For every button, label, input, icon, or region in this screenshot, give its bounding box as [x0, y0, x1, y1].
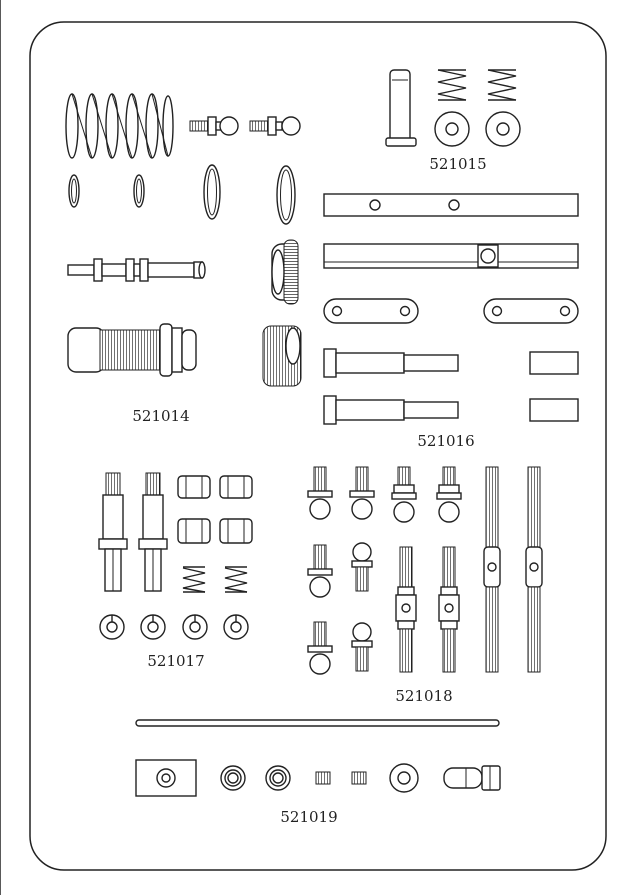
washer	[486, 112, 520, 146]
spring-collar	[263, 326, 301, 386]
nut	[220, 519, 252, 543]
long-rod	[136, 720, 499, 726]
part-code-label: 521015	[429, 155, 487, 173]
link-plate	[324, 299, 418, 323]
washer	[390, 764, 418, 792]
nut	[178, 519, 210, 543]
washer	[435, 112, 469, 146]
part-code-label: 521019	[280, 808, 338, 826]
e-clip	[100, 615, 124, 639]
part-code-label: 521014	[132, 407, 190, 425]
e-clip	[183, 615, 207, 639]
shock-body	[68, 324, 196, 376]
set-screw	[316, 772, 330, 784]
flat-bar	[324, 194, 578, 216]
square-plate	[136, 760, 196, 796]
long-bar	[324, 244, 578, 268]
bearing	[221, 766, 245, 790]
bushing	[444, 766, 500, 790]
turnbuckle	[526, 467, 542, 672]
e-clip	[224, 615, 248, 639]
nut	[220, 476, 252, 498]
set-screw	[352, 772, 366, 784]
part-code-label: 521016	[417, 432, 475, 450]
spacer-block	[530, 352, 578, 374]
part-code-label: 521018	[395, 687, 453, 705]
e-clip	[141, 615, 165, 639]
turnbuckle	[484, 467, 500, 672]
link-plate	[484, 299, 578, 323]
spacer-block	[530, 399, 578, 421]
shock-cap	[272, 240, 298, 304]
bearing	[266, 766, 290, 790]
nut	[178, 476, 210, 498]
part-code-label: 521017	[147, 652, 205, 670]
